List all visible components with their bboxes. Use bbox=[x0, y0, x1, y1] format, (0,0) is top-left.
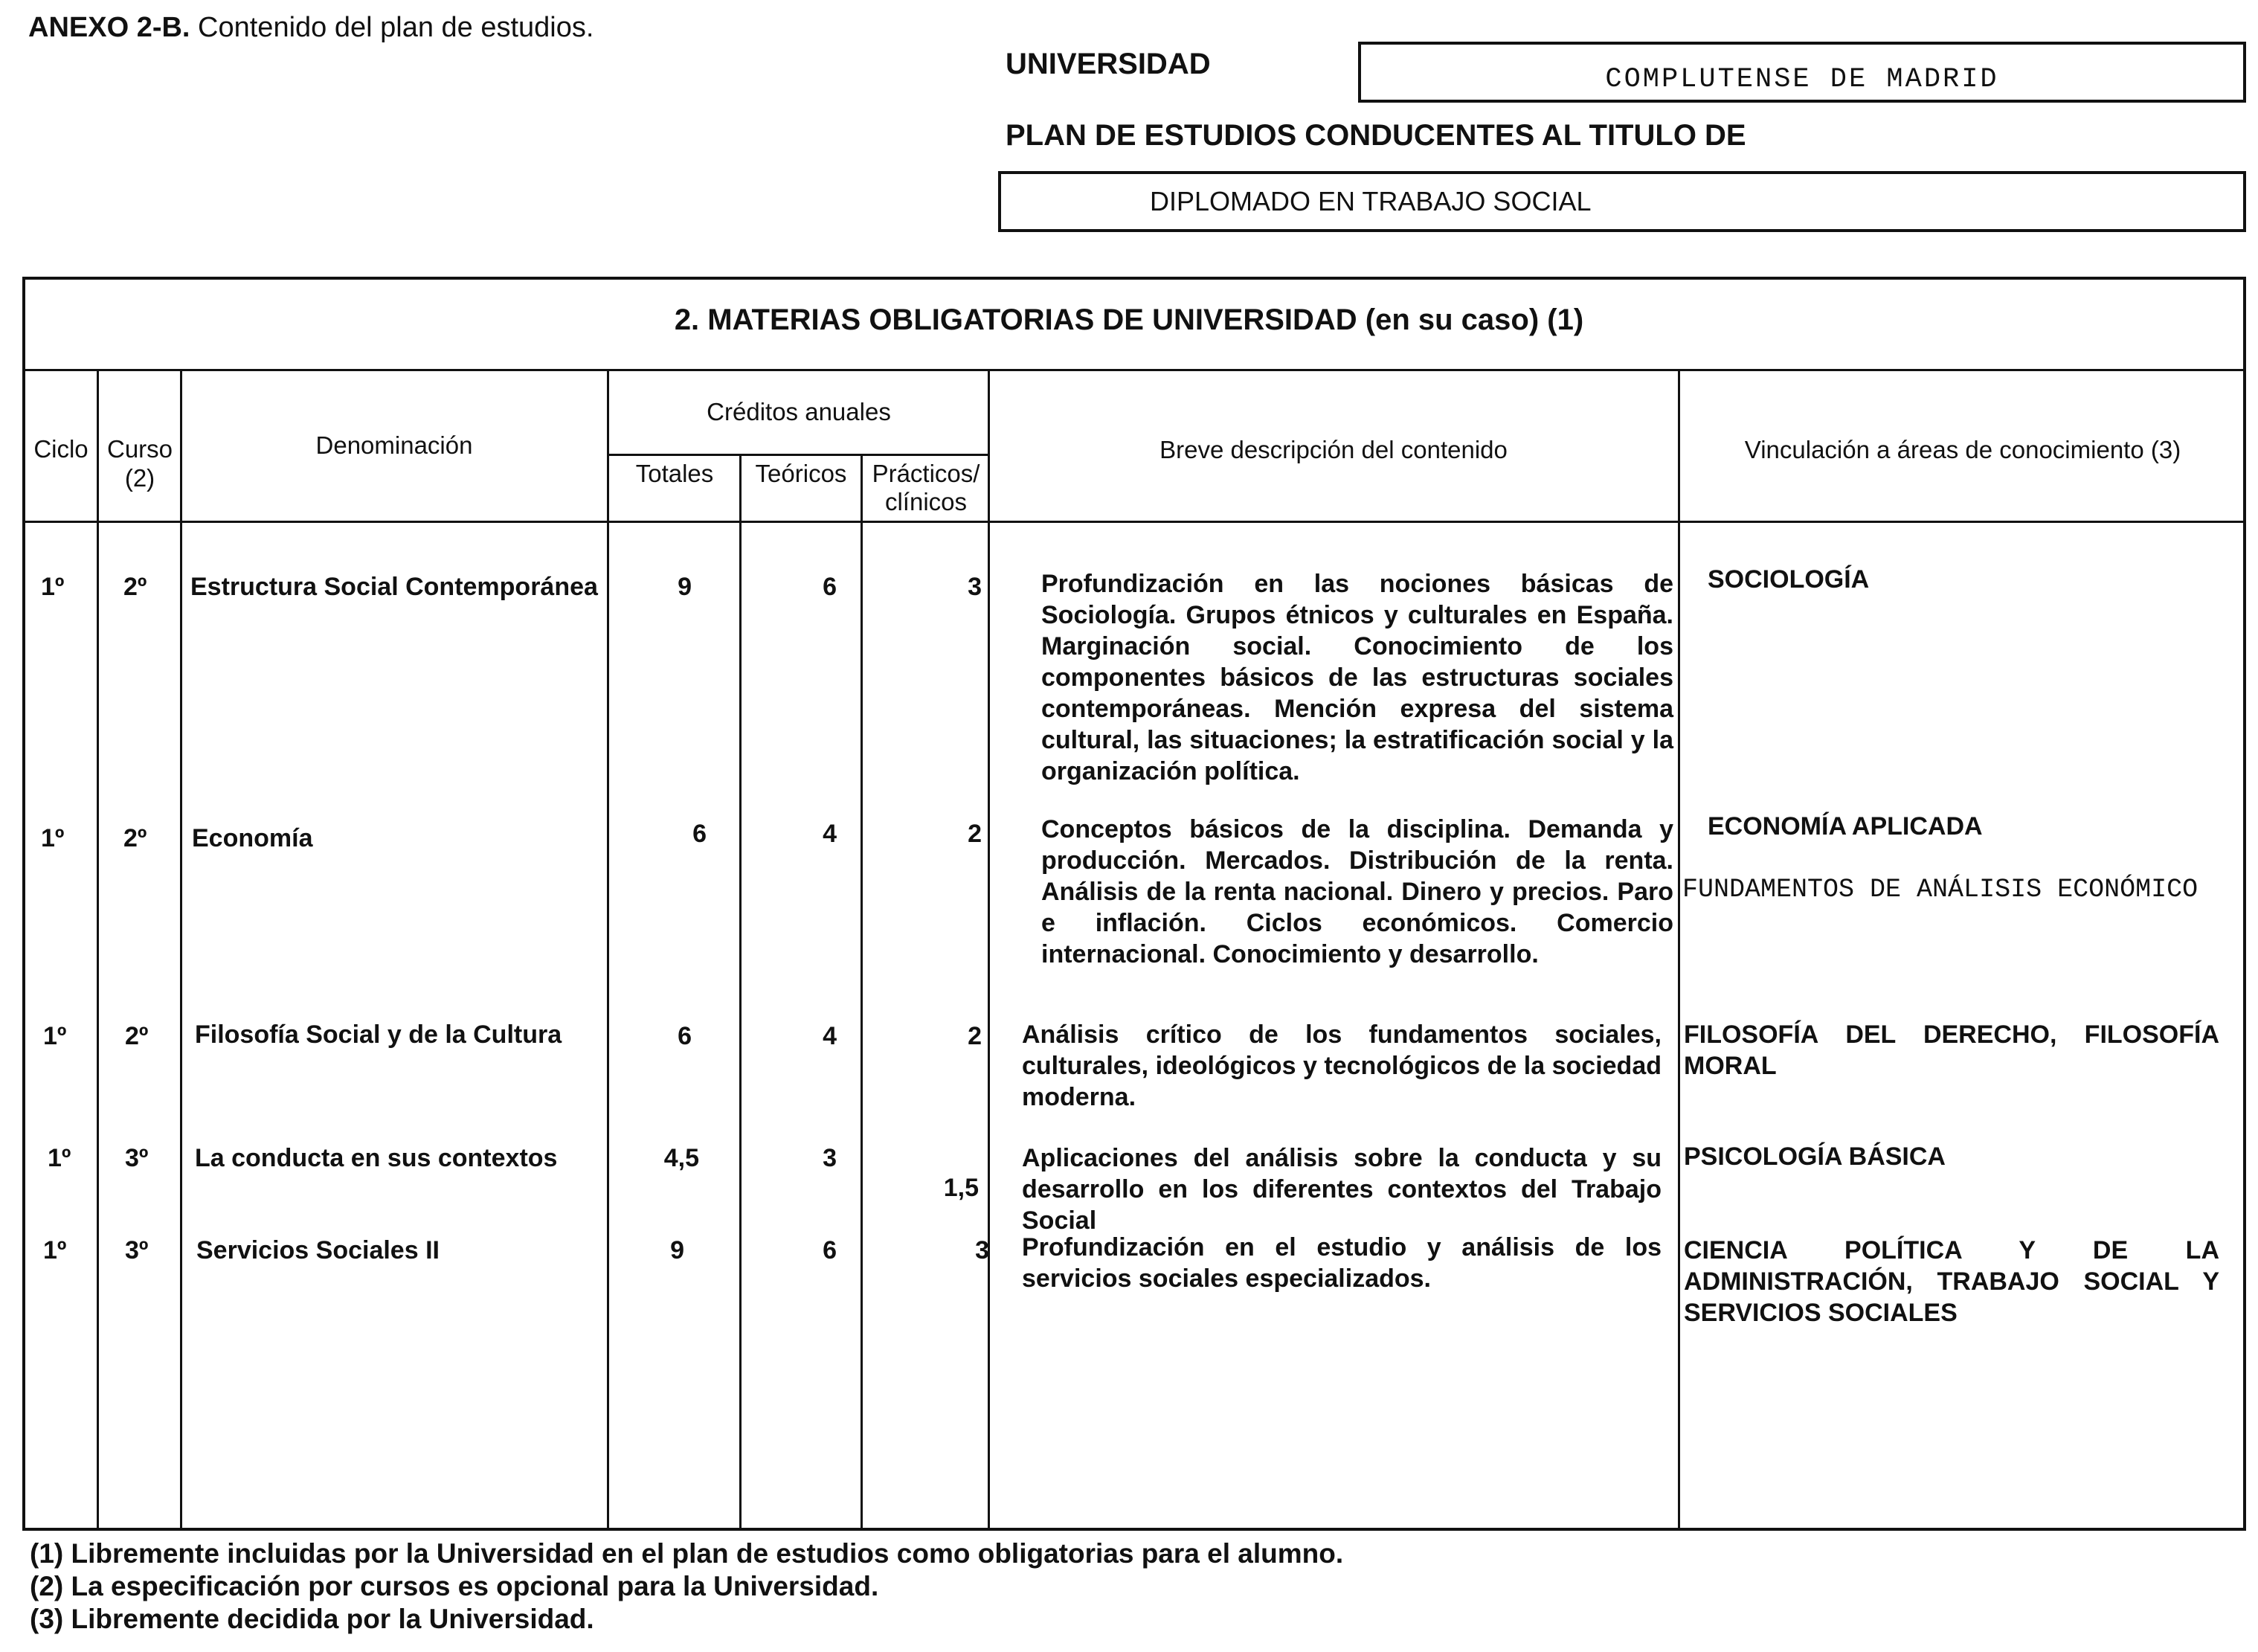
table-rule bbox=[861, 454, 863, 1531]
footnote-3: (3) Libremente decidida por la Universidad. bbox=[30, 1604, 594, 1634]
row-5-area: CIENCIA POLÍTICA Y DE LA ADMINISTRACIÓN, TRABAJO SOCIAL Y SERVICIOS SOCIALES bbox=[1684, 1236, 2219, 1327]
plan-label: PLAN DE ESTUDIOS CONDUCENTES AL TITULO DE bbox=[1006, 119, 1746, 152]
university-label: UNIVERSIDAD bbox=[1006, 48, 1211, 80]
row-5-denominacion: Servicios Sociales II bbox=[196, 1236, 440, 1264]
table-rule bbox=[607, 454, 988, 456]
row-3-teoricos: 4 bbox=[823, 1022, 837, 1050]
header-curso-note: (2) bbox=[124, 464, 155, 492]
row-3-totales: 6 bbox=[678, 1022, 692, 1050]
row-2-area-1: ECONOMÍA APLICADA bbox=[1708, 812, 1983, 841]
footnote-1: (1) Libremente incluidas por la Universidad en el plan de estudios como obligatorias para el alumno. bbox=[30, 1538, 1344, 1569]
row-1-practicos: 3 bbox=[968, 573, 982, 601]
row-1-curso: 2º bbox=[123, 573, 147, 601]
row-3-descripcion: Análisis crítico de los fundamentos sociales, culturales, ideológicos y tecnológicos de la sociedad moderna. bbox=[1022, 1021, 1662, 1111]
row-1-denominacion: Estructura Social Contemporánea bbox=[190, 573, 598, 601]
row-3-practicos: 2 bbox=[968, 1022, 982, 1050]
header-totales: Totales bbox=[635, 460, 714, 487]
table-rule bbox=[1678, 369, 1680, 1531]
row-5-totales: 9 bbox=[670, 1236, 684, 1264]
row-4-teoricos: 3 bbox=[823, 1144, 837, 1172]
row-4-practicos: 1,5 bbox=[943, 1174, 979, 1202]
row-2-teoricos: 4 bbox=[823, 820, 837, 848]
footnote-2: (2) La especificación por cursos es opcional para la Universidad. bbox=[30, 1571, 879, 1601]
header-teoricos: Teóricos bbox=[755, 460, 847, 487]
university-value: COMPLUTENSE DE MADRID bbox=[1605, 64, 1999, 95]
row-3-denominacion: Filosofía Social y de la Cultura bbox=[195, 1021, 562, 1049]
row-3-area: FILOSOFÍA DEL DERECHO, FILOSOFÍA MORAL bbox=[1684, 1021, 2219, 1080]
table-rule bbox=[988, 369, 990, 1531]
degree-value: DIPLOMADO EN TRABAJO SOCIAL bbox=[1150, 186, 1592, 216]
row-4-curso: 3º bbox=[125, 1144, 149, 1172]
header-ciclo: Ciclo bbox=[33, 435, 89, 463]
annex-text: Contenido del plan de estudios. bbox=[190, 12, 594, 43]
row-1-area: SOCIOLOGÍA bbox=[1708, 565, 1870, 594]
row-3-curso: 2º bbox=[125, 1022, 149, 1050]
header-practicos-2: clínicos bbox=[884, 488, 968, 515]
header-practicos: Prácticos/ bbox=[872, 460, 980, 487]
row-5-teoricos: 6 bbox=[823, 1236, 837, 1264]
annex-number: ANEXO 2-B. bbox=[28, 12, 190, 43]
header-creditos: Créditos anuales bbox=[707, 398, 891, 425]
table-rule bbox=[97, 369, 99, 1531]
header-vinculacion: Vinculación a áreas de conocimiento (3) bbox=[1744, 436, 2181, 463]
row-2-descripcion: Conceptos básicos de la disciplina. Demanda y producción. Mercados. Distribución de la renta. Análisis de la renta nacional. Dinero y precios. Paro e inflación. Ciclos económicos. Comercio internacional. Conocimiento y desarrollo. bbox=[1041, 815, 1673, 968]
annex-heading bbox=[28, 12, 594, 44]
row-5-curso: 3º bbox=[125, 1236, 149, 1264]
row-4-ciclo: 1º bbox=[48, 1144, 71, 1172]
row-1-descripcion: Profundización en las nociones básicas de Sociología. Grupos étnicos y culturales en España. Marginación social. Conocimiento de los componentes básicos de las estructuras sociales contemporáneas. Mención expresa del sistema cultural, las situaciones; la estratificación social y la organización política. bbox=[1041, 570, 1673, 785]
table-rule bbox=[739, 454, 742, 1531]
row-5-ciclo: 1º bbox=[43, 1236, 67, 1264]
header-descripcion: Breve descripción del contenido bbox=[1159, 436, 1508, 463]
row-3-ciclo: 1º bbox=[43, 1022, 67, 1050]
row-4-area: PSICOLOGÍA BÁSICA bbox=[1684, 1142, 1946, 1171]
row-1-teoricos: 6 bbox=[823, 573, 837, 601]
table-rule bbox=[22, 369, 2246, 371]
university-box bbox=[1358, 42, 2246, 103]
row-4-totales: 4,5 bbox=[663, 1144, 699, 1172]
row-2-area-2: FUNDAMENTOS DE ANÁLISIS ECONÓMICO bbox=[1682, 875, 2199, 904]
row-5-practicos: 3 bbox=[975, 1236, 989, 1264]
table-rule bbox=[607, 369, 609, 1531]
row-4-descripcion: Aplicaciones del análisis sobre la conducta y su desarrollo en los diferentes contextos del Trabajo Social bbox=[1022, 1144, 1662, 1235]
row-2-denominacion: Economía bbox=[192, 824, 313, 852]
row-2-curso: 2º bbox=[123, 824, 147, 852]
table-rule bbox=[180, 369, 182, 1531]
row-2-totales: 6 bbox=[692, 820, 707, 848]
row-5-descripcion: Profundización en el estudio y análisis de los servicios sociales especializados. bbox=[1022, 1233, 1662, 1293]
degree-box bbox=[998, 171, 2246, 232]
row-1-totales: 9 bbox=[678, 573, 692, 601]
row-4-denominacion: La conducta en sus contextos bbox=[195, 1144, 558, 1172]
header-denominacion: Denominación bbox=[315, 431, 473, 459]
table-rule bbox=[22, 521, 2246, 523]
row-2-ciclo: 1º bbox=[41, 824, 65, 852]
row-1-ciclo: 1º bbox=[41, 573, 65, 601]
table-title: 2. MATERIAS OBLIGATORIAS DE UNIVERSIDAD (en su caso) (1) bbox=[674, 303, 1584, 336]
header-curso: Curso bbox=[106, 435, 173, 463]
row-2-practicos: 2 bbox=[968, 820, 982, 848]
